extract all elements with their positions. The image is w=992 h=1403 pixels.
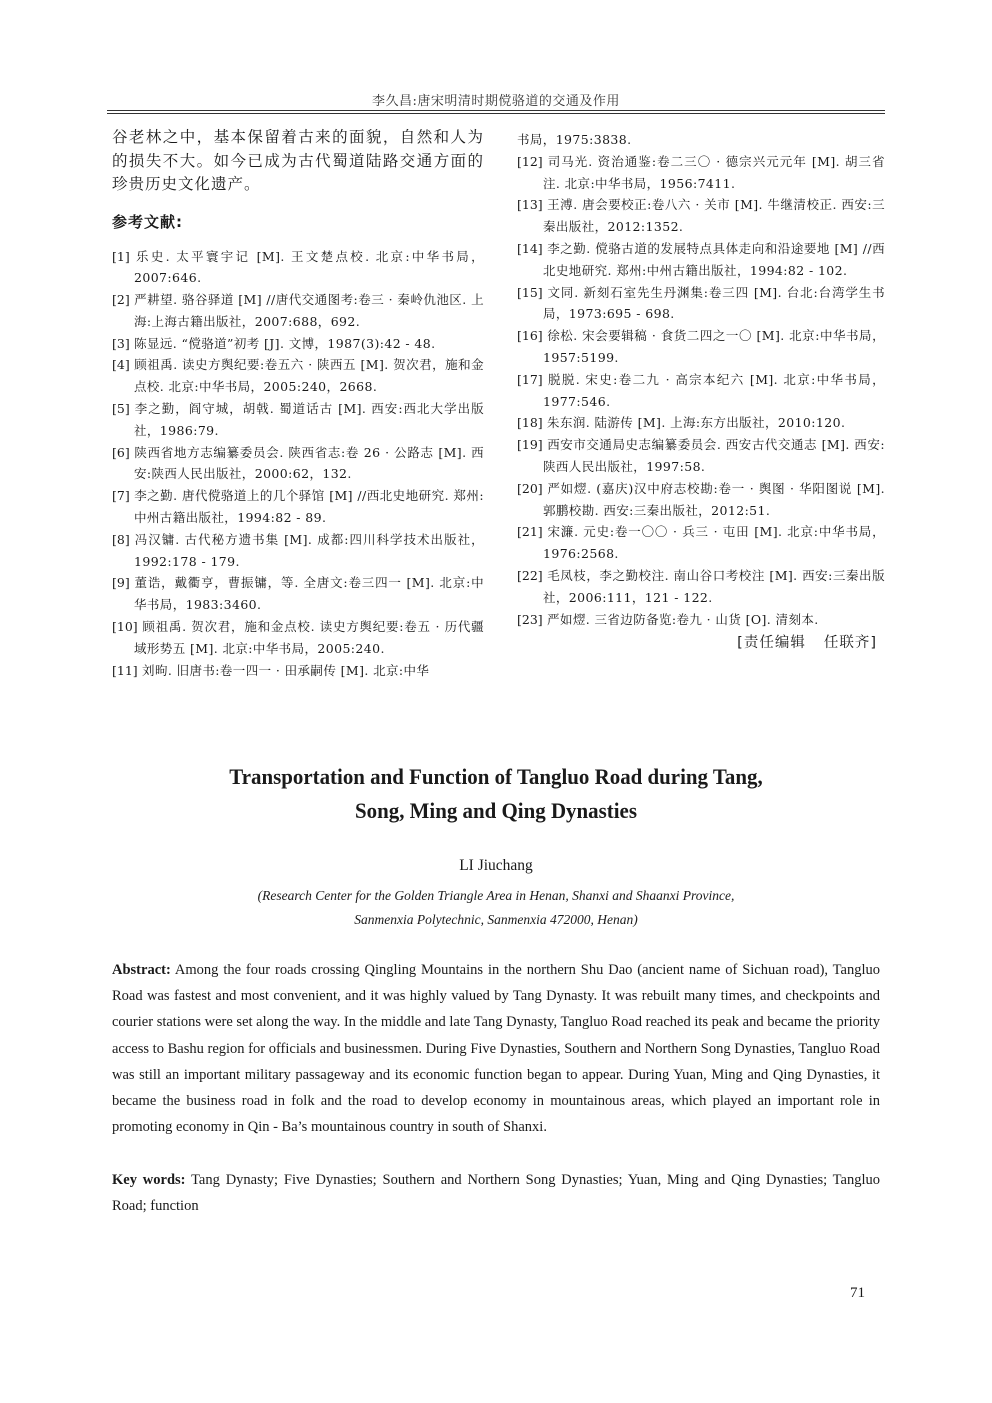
abstract-label: Abstract: <box>112 962 171 978</box>
reference-number: [4] <box>112 357 130 373</box>
english-title-line: Song, Ming and Qing Dynasties <box>355 798 637 823</box>
reference-text: 王溥. 唐会要校正:卷八六 · 关市 [M]. 牛继清校正. 西安:三秦出版社，2012:1352. <box>543 197 886 235</box>
keywords-label: Key words: <box>112 1172 186 1188</box>
reference-text: 顾祖禹. 读史方舆纪要:卷五六 · 陕西五 [M]. 贺次君，施和金点校. 北京:中华书局，2005:240，2668. <box>134 357 485 395</box>
reference-item <box>112 289 484 333</box>
reference-text: 文同. 新刻石室先生丹渊集:卷三四 [M]. 台北:台湾学生书局，1973:695 - 698. <box>543 284 885 322</box>
reference-text: 毛凤枝，李之勤校注. 南山谷口考校注 [M]. 西安:三秦出版社，2006:111，121 - 122. <box>543 567 885 605</box>
responsible-editor <box>517 631 885 652</box>
affiliation-line: (Research Center for the Golden Triangle Area in Henan, Shanxi and Shaanxi Province, <box>257 888 735 903</box>
reference-text: 西安市交通局史志编纂委员会. 西安古代交通志 [M]. 西安:陕西人民出版社，1997:58. <box>543 437 885 474</box>
reference-text: 顾祖禹. 贺次君，施和金点校. 读史方舆纪要:卷五 · 历代疆域形势五 [M]. 北京:中华书局，2005:240. <box>134 619 484 656</box>
english-title-line: Transportation and Function of Tangluo Road during Tang, <box>229 764 763 789</box>
right-column <box>517 129 885 652</box>
reference-number: [18] <box>517 415 543 431</box>
reference-text: 刘昫. 旧唐书:卷一四一 · 田承嗣传 [M]. 北京:中华 <box>142 662 430 678</box>
reference-number: [9] <box>112 575 130 591</box>
reference-item <box>517 478 885 522</box>
reference-item <box>112 398 484 442</box>
reference-number: [16] <box>517 328 543 344</box>
reference-number: [22] <box>517 567 543 583</box>
left-column <box>112 126 484 681</box>
reference-item <box>112 616 484 660</box>
header-rule-top <box>107 110 885 111</box>
english-keywords <box>112 1167 880 1219</box>
reference-number: [23] <box>517 611 543 627</box>
reference-text: 李之勤，阎守城，胡戟. 蜀道话古 [M]. 西安:西北大学出版社，1986:79. <box>134 401 484 438</box>
reference-item <box>517 325 885 369</box>
reference-item <box>517 565 885 609</box>
reference-item <box>517 194 885 238</box>
reference-item <box>517 151 885 195</box>
reference-number: [5] <box>112 401 130 417</box>
reference-text: 严如熤. (嘉庆)汉中府志校勘:卷一 · 舆图 · 华阳图说 [M]. 郭鹏校勘. 西安:三秦出版社，2012:51. <box>543 480 885 518</box>
reference-number: [11] <box>112 662 138 678</box>
reference-number: [10] <box>112 619 138 635</box>
reference-number: [15] <box>517 284 543 300</box>
reference-number: [2] <box>112 292 130 308</box>
reference-item <box>517 434 885 478</box>
reference-item <box>517 609 885 631</box>
references-title: 参考文献: <box>112 212 183 231</box>
reference-item <box>517 282 885 326</box>
abstract-text: Among the four roads crossing Qingling Mountains in the northern Shu Dao (ancient name of Sichuan road), Tangluo Road was fastest and most convenient, and it was highly valued by Tang Dynasty. It was rebuilt many times, and checkpoints and courier stations were set along the way. In the middle and late Tang Dynasty, Tangluo Road reached its peak and became the priority access to Bashu region for officials and businessmen. During Five Dynasties, Southern and Northern Song Dynasties, Tangluo Road was still an important military passageway and its economic function began to appear. During Yuan, Ming and Qing Dynasties, it became the business road in folk and the road to develop economy in mountainous areas, which played an important role in promoting economy in Qin - Ba’s mountainous country in south of Shanxi. <box>112 962 880 1136</box>
reference-number: [19] <box>517 437 543 453</box>
reference-item <box>112 246 484 290</box>
reference-number: [6] <box>112 444 130 460</box>
reference-number: [17] <box>517 371 543 387</box>
reference-item <box>112 485 484 529</box>
english-title <box>128 760 865 828</box>
reference-list-right <box>517 151 885 631</box>
english-author: LI Jiuchang <box>459 857 533 874</box>
reference-text: 严耕望. 骆谷驿道 [M] //唐代交通图考:卷三 · 秦岭仇池区. 上海:上海古籍出版社，2007:688，692. <box>134 292 484 329</box>
reference-item <box>112 572 484 616</box>
affiliation-line: Sanmenxia Polytechnic, Sanmenxia 472000, Henan) <box>354 912 638 927</box>
reference-number: [3] <box>112 335 130 351</box>
reference-text: 李之勤. 傥骆古道的发展特点具体走向和沿途要地 [M] //西北史地研究. 郑州:中州古籍出版社，1994:82 - 102. <box>543 240 885 278</box>
reference-item <box>517 238 885 282</box>
reference-text: 严如熤. 三省边防备览:卷九 · 山货 [O]. 清刻本. <box>547 611 819 627</box>
reference-number: [1] <box>112 248 130 264</box>
reference-item <box>517 369 885 413</box>
reference-number: [8] <box>112 531 130 547</box>
reference-number: [12] <box>517 153 543 169</box>
reference-number: [20] <box>517 480 543 496</box>
reference-item <box>517 521 885 565</box>
reference-item <box>112 660 484 682</box>
body-paragraph: 谷老林之中，基本保留着古来的面貌，自然和人为的损失不大。如今已成为古代蜀道陆路交通方面的珍贵历史文化遗产。 <box>112 128 484 193</box>
reference-text: 脱脱. 宋史:卷二九 · 高宗本纪六 [M]. 北京:中华书局，1977:546. <box>543 371 885 409</box>
reference-item <box>517 412 885 434</box>
reference-number: [13] <box>517 197 543 213</box>
reference-text: 宋濂. 元史:卷一〇〇 · 兵三 · 屯田 [M]. 北京:中华书局，1976:2568. <box>543 524 885 562</box>
editor-name: 任联齐] <box>823 635 877 652</box>
reference-text: 李之勤. 唐代傥骆道上的几个驿馆 [M] //西北史地研究. 郑州:中州古籍出版社，1994:82 - 89. <box>134 488 485 526</box>
reference-text: 朱东润. 陆游传 [M]. 上海:东方出版社，2010:120. <box>547 415 846 431</box>
reference-text: 冯汉镛. 古代秘方遗书集 [M]. 成都:四川科学技术出版社，1992:178 - 179. <box>134 531 484 569</box>
reference-text: 司马光. 资治通鉴:卷二三〇 · 德宗兴元元年 [M]. 胡三省注. 北京:中华书局，1956:7411. <box>543 153 885 191</box>
reference-continuation: 书局，1975:3838. <box>517 132 632 147</box>
reference-text: 徐松. 宋会要辑稿 · 食货二四之一〇 [M]. 北京:中华书局，1957:5199. <box>543 328 885 365</box>
english-affiliation <box>100 884 892 932</box>
running-head: 李久昌:唐宋明清时期傥骆道的交通及作用 <box>372 94 620 109</box>
reference-text: 陈显远. “傥骆道”初考 [J]. 文博，1987(3):42 - 48. <box>134 335 436 351</box>
reference-item <box>112 333 484 355</box>
reference-item <box>112 354 484 398</box>
reference-list-left <box>112 246 484 682</box>
reference-number: [14] <box>517 240 543 256</box>
reference-number: [7] <box>112 488 130 504</box>
header-rule-bottom <box>107 113 885 114</box>
page-number: 71 <box>850 1285 865 1301</box>
english-abstract <box>112 957 880 1140</box>
reference-text: 董诰，戴衢亨，曹振镛，等. 全唐文:卷三四一 [M]. 北京:中华书局，1983:3460. <box>134 575 484 613</box>
reference-number: [21] <box>517 524 543 540</box>
reference-text: 乐史. 太平寰宇记 [M]. 王文楚点校. 北京:中华书局，2007:646. <box>134 248 484 286</box>
keywords-text: Tang Dynasty; Five Dynasties; Southern and Northern Song Dynasties; Yuan, Ming and Qing Dynasties; Tangluo Road; function <box>112 1172 880 1215</box>
reference-item <box>112 529 484 573</box>
reference-text: 陕西省地方志编纂委员会. 陕西省志:卷 26 · 公路志 [M]. 西安:陕西人民出版社，2000:62，132. <box>134 444 484 482</box>
reference-item <box>112 442 484 486</box>
editor-label: [责任编辑 <box>737 635 806 652</box>
